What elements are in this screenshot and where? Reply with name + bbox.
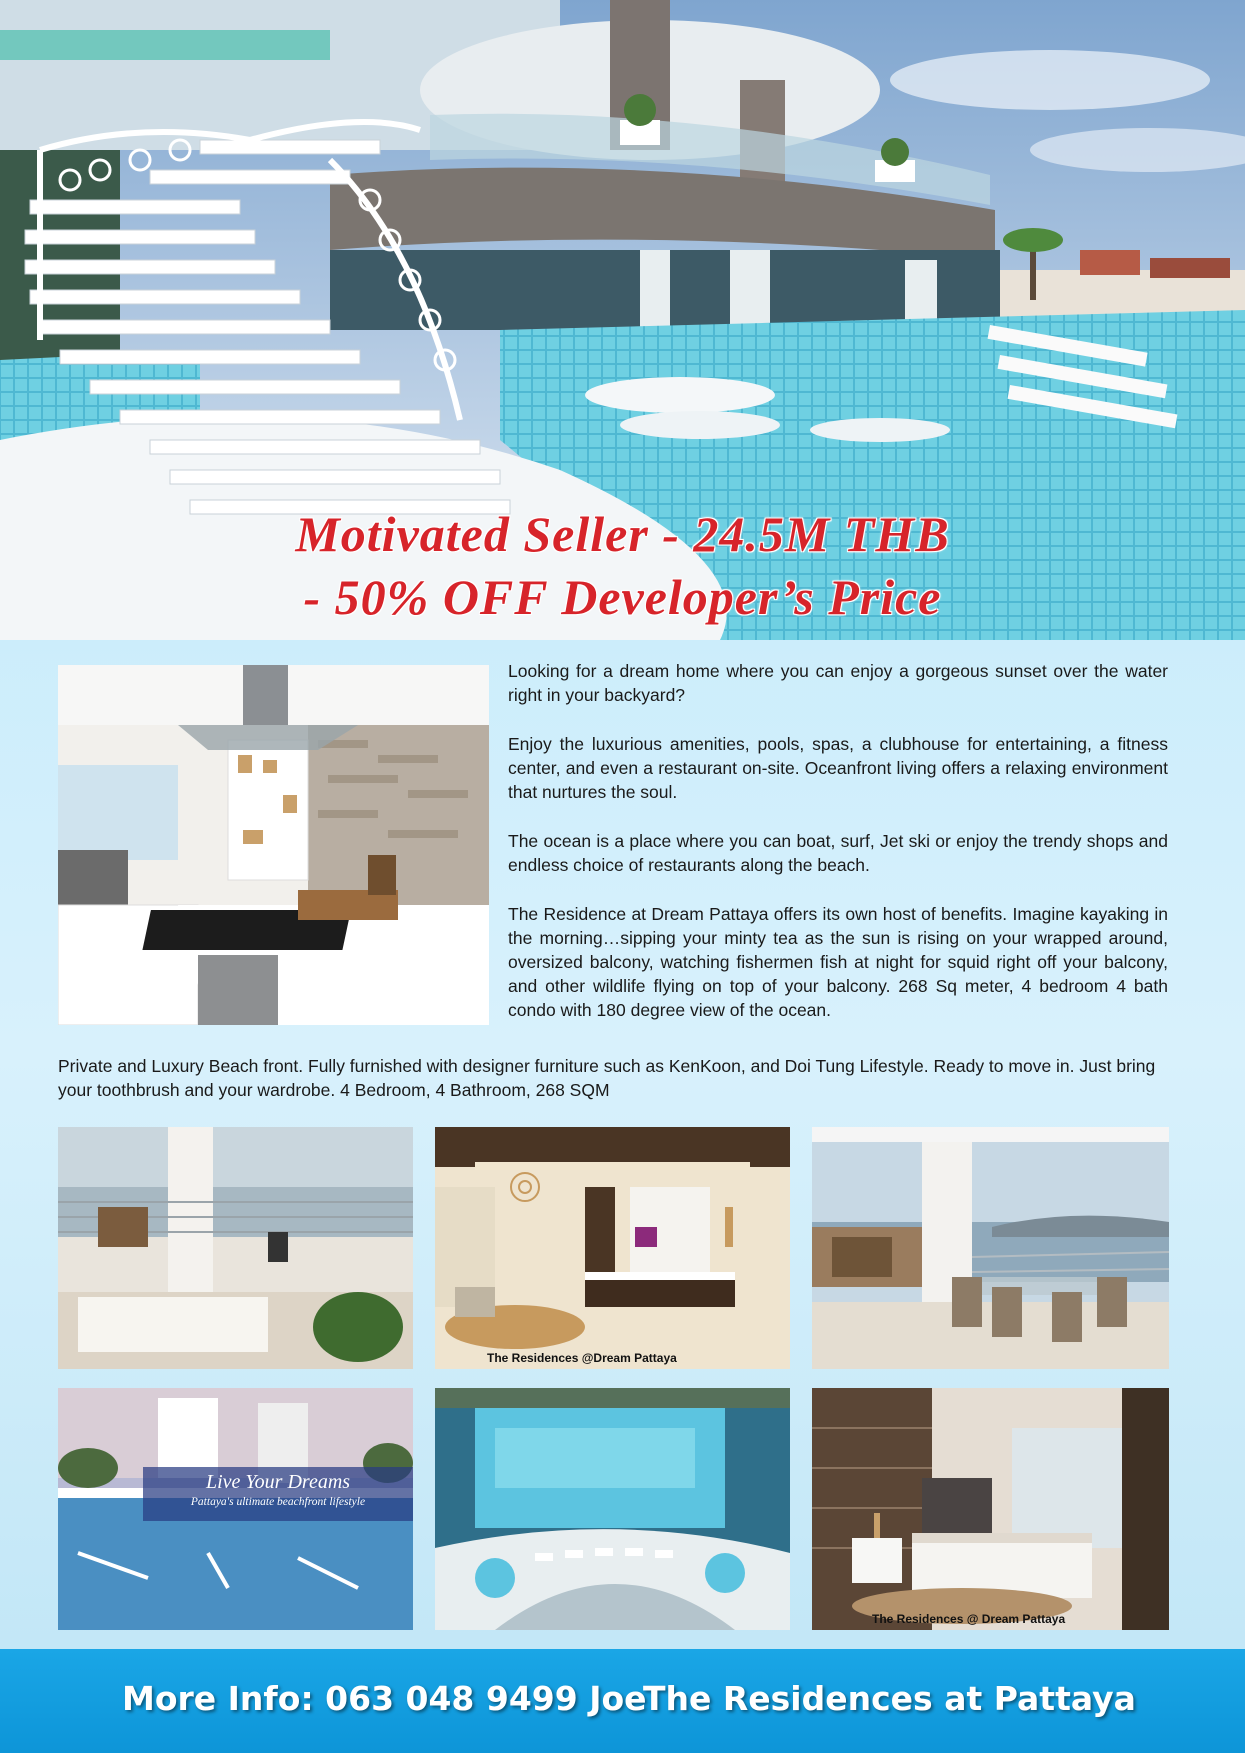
terrace-photo [812, 1127, 1169, 1369]
hero-pool-photo [0, 0, 1245, 640]
contact-info: More Info: 063 048 9499 Joe [122, 1679, 647, 1718]
description-paragraph-1: Looking for a dream home where you can enjoy a gorgeous sunset over the water right in your backyard? [508, 661, 1168, 705]
living-room-photo [435, 1127, 790, 1369]
pool-overlay-banner [143, 1467, 413, 1521]
balcony-photo [58, 1127, 413, 1369]
bedroom-illustration [812, 1388, 1169, 1630]
aerial-pool-photo [435, 1388, 790, 1630]
property-name: The Residences at Pattaya [643, 1679, 1136, 1718]
summary-text: Private and Luxury Beach front. Fully furnished with designer furniture such as KenKoon, and Doi Tung Lifestyle. Ready to move in. Just bring your toothbrush and your wardrobe. 4 Bedroom, 4 Bathroom, 268 SQM [58, 1056, 1156, 1100]
description-paragraph-2: Enjoy the luxurious amenities, pools, spas, a clubhouse for entertaining, a fitness center, and even a restaurant on-site. Oceanfront living offers a relaxing environment that nurtures the soul. [508, 734, 1168, 802]
pool-banner-title: Live Your Dreams [205, 1471, 351, 1493]
headline-discount: - 50% OFF Developer’s Price [303, 569, 942, 625]
bedroom-caption: The Residences @ Dream Pattaya [872, 1612, 1066, 1626]
terrace-illustration [812, 1127, 1169, 1369]
description-block [508, 659, 1168, 1047]
description-paragraph-3: The ocean is a place where you can boat, surf, Jet ski or enjoy the trendy shops and endless choice of restaurants along the beach. [508, 831, 1168, 875]
bedroom-photo [812, 1388, 1169, 1630]
aerial-pool-illustration [435, 1388, 790, 1630]
living-room-caption: The Residences @Dream Pattaya [487, 1351, 677, 1365]
footer-bar [0, 1649, 1245, 1753]
living-room-illustration [435, 1127, 790, 1369]
kitchen-illustration [58, 665, 489, 1025]
pool-banner-subtitle: Pattaya's ultimate beachfront lifestyle [190, 1496, 366, 1508]
kitchen-photo [58, 665, 489, 1025]
description-paragraph-4: The Residence at Dream Pattaya offers its own host of benefits. Imagine kayaking in the morning…sipping your minty tea as the sun is rising on your wrapped around, oversized balcony, watching fishermen fish at night for squid right off your balcony, and other wildlife flying on top of your balcony. 268 Sq meter, 4 bedroom 4 bath condo with 180 degree view of the ocean. [508, 904, 1168, 1020]
headline-price: Motivated Seller - 24.5M THB [295, 506, 950, 562]
balcony-illustration [58, 1127, 413, 1369]
